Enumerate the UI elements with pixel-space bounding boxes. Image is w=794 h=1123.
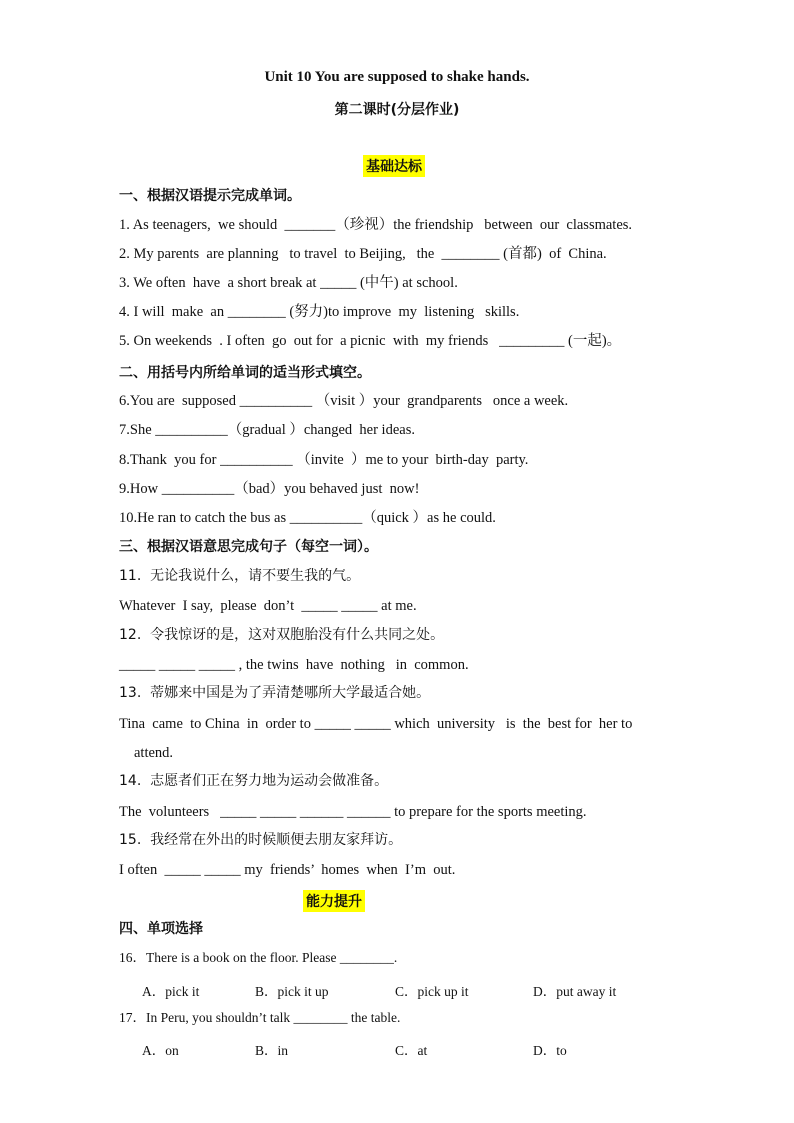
question-17-stem: 17．In Peru, you shouldn’t talk ________ the table. xyxy=(119,1010,401,1025)
question-12-chinese: 12. 令我惊讶的是，这对双胞胎没有什么共同之处。 xyxy=(119,627,445,643)
question-12-english: _____ _____ _____ , the twins have nothing in common. xyxy=(119,657,469,673)
question-14-chinese: 14. 志愿者们正在努力地为运动会做准备。 xyxy=(119,773,389,789)
question-8: 8.Thank you for __________ （invite ）me to your birth-day party. xyxy=(119,452,529,468)
question-11-english: Whatever I say, please don’t _____ _____ at me. xyxy=(119,598,417,614)
question-5: 5. On weekends . I often go out for a picnic with my friends _________ (一起)。 xyxy=(119,333,622,349)
question-15-chinese: 15. 我经常在外出的时候顺便去朋友家拜访。 xyxy=(119,832,403,848)
question-11-chinese: 11. 无论我说什么，请不要生我的气。 xyxy=(119,568,361,584)
question-13-chinese: 13. 蒂娜来中国是为了弄清楚哪所大学最适合她。 xyxy=(119,685,431,701)
question-2: 2. My parents are planning to travel to Beijing, the ________ (首都) of China. xyxy=(119,246,607,262)
section-title-1: 一、根据汉语提示完成单词。 xyxy=(119,188,301,204)
question-17-option-b: B．in xyxy=(255,1043,289,1058)
question-16-stem: 16．There is a book on the floor. Please ________. xyxy=(119,950,398,965)
question-17-option-c: C．at xyxy=(395,1043,428,1058)
question-4: 4. I will make an ________ (努力)to improve my listening skills. xyxy=(119,304,520,320)
question-16-option-a: A．pick it xyxy=(142,984,200,999)
question-15-english: I often _____ _____ my friends’ homes when I’m out. xyxy=(119,862,456,878)
level-badge-advanced: 能力提升 xyxy=(303,890,365,912)
worksheet-title: Unit 10 You are supposed to shake hands. xyxy=(264,69,530,85)
question-16-option-c: C．pick up it xyxy=(395,984,469,999)
level-badge-basic: 基础达标 xyxy=(363,155,425,177)
question-13-english: Tina came to China in order to _____ _____ which university is the best for her to xyxy=(119,716,633,732)
question-7: 7.She __________（gradual ）changed her ideas. xyxy=(119,422,415,438)
question-6: 6.You are supposed __________ （visit ）your grandparents once a week. xyxy=(119,393,569,409)
question-9: 9.How __________（bad）you behaved just now! xyxy=(119,481,420,497)
question-17-option-a: A．on xyxy=(142,1043,179,1058)
section-title-3: 三、根据汉语意思完成句子（每空一词）。 xyxy=(119,539,378,555)
question-17-option-d: D．to xyxy=(533,1043,567,1058)
question-14-english: The volunteers _____ _____ ______ ______ to prepare for the sports meeting. xyxy=(119,804,587,820)
worksheet-subtitle: 第二课时(分层作业) xyxy=(334,102,460,118)
question-16-option-d: D．put away it xyxy=(533,984,617,999)
question-13-english-cont: attend. xyxy=(134,745,174,761)
question-1: 1. As teenagers, we should _______（珍视）the friendship between our classmates. xyxy=(119,217,633,233)
section-title-2: 二、用括号内所给单词的适当形式填空。 xyxy=(119,365,371,381)
question-16-option-b: B．pick it up xyxy=(255,984,329,999)
question-3: 3. We often have a short break at _____ (中午) at school. xyxy=(119,275,458,291)
question-10: 10.He ran to catch the bus as __________（quick ）as he could. xyxy=(119,510,496,526)
section-title-4: 四、单项选择 xyxy=(119,921,203,937)
